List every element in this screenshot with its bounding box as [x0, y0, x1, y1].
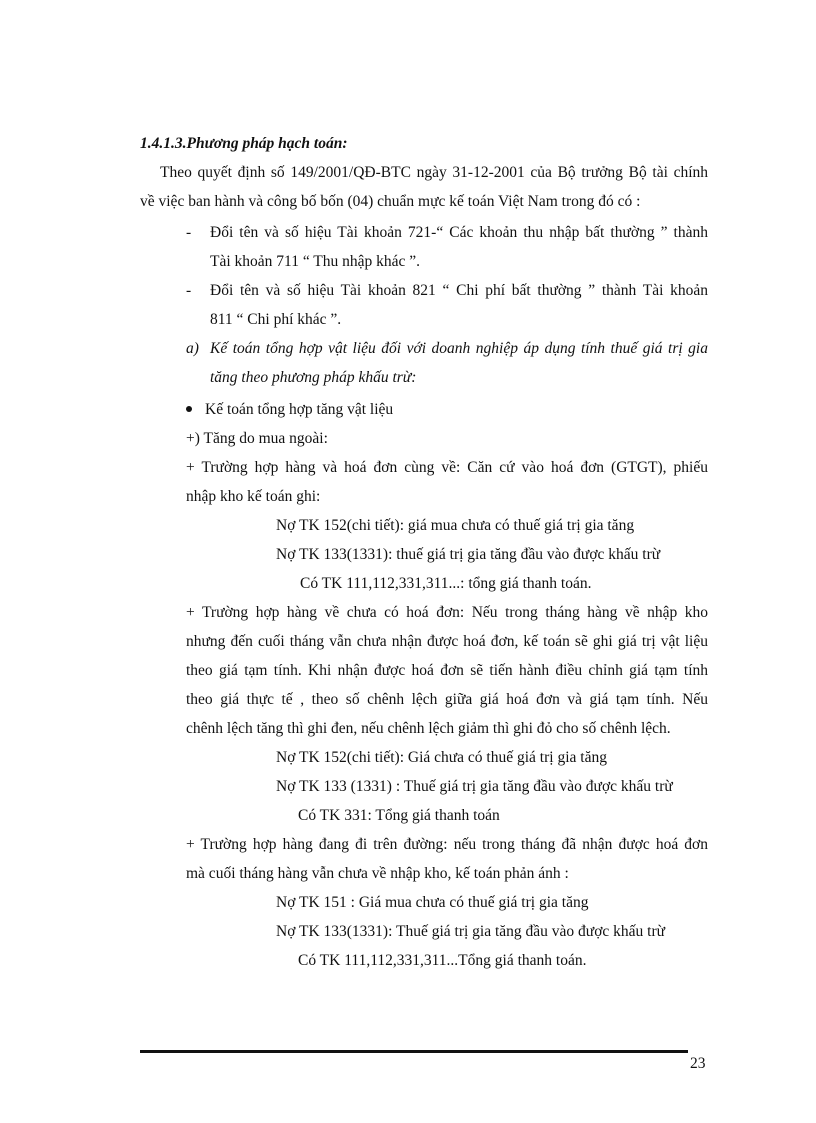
- case2-line-5: chênh lệch tăng thì ghi đen, nếu chênh lệch giảm thì ghi đỏ cho số chênh lệch.: [186, 720, 671, 737]
- case1-entry-1: Nợ TK 152(chi tiết): giá mua chưa có thuế giá trị gia tăng: [276, 517, 635, 534]
- case1-line-2: nhập kho kế toán ghi:: [186, 488, 321, 505]
- list-item-2-line-1: Đổi tên và số hiệu Tài khoản 821 “ Chi phí bất thường ” thành Tài khoản: [210, 282, 708, 299]
- case3-entry-1: Nợ TK 151 : Giá mua chưa có thuế giá trị gia tăng: [276, 894, 589, 911]
- page-number: 23: [690, 1055, 706, 1072]
- case2-line-1: + Trường hợp hàng về chưa có hoá đơn: Nếu trong tháng hàng về nhập kho: [186, 604, 708, 621]
- list-marker: -: [186, 282, 192, 299]
- intro-line-1: Theo quyết định số 149/2001/QĐ-BTC ngày 31-12-2001 của Bộ trưởng Bộ tài chính: [160, 164, 708, 181]
- purchase-heading: +) Tăng do mua ngoài:: [186, 430, 328, 447]
- case3-line-1: + Trường hợp hàng đang đi trên đường: nếu trong tháng đã nhận được hoá đơn: [186, 836, 708, 853]
- case2-entry-2: Nợ TK 133 (1331) : Thuế giá trị gia tăng đầu vào được khấu trừ: [276, 778, 673, 795]
- case2-entry-3: Có TK 331: Tổng giá thanh toán: [298, 807, 500, 824]
- section-a-line-1: Kế toán tổng hợp vật liệu đối với doanh nghiệp áp dụng tính thuế giá trị gia: [210, 340, 708, 357]
- case3-entry-2: Nợ TK 133(1331): Thuế giá trị gia tăng đầu vào được khấu trừ: [276, 923, 666, 940]
- case2-line-2: nhưng đến cuối tháng vẫn chưa nhận được hoá đơn, kế toán sẽ ghi giá trị vật liệu: [186, 633, 708, 650]
- section-heading: 1.4.1.3.Phương pháp hạch toán:: [140, 135, 348, 152]
- list-item-2-line-2: 811 “ Chi phí khác ”.: [210, 311, 342, 328]
- case1-entry-3: Có TK 111,112,331,311...: tổng giá thanh toán.: [300, 575, 592, 592]
- case2-line-3: theo giá tạm tính. Khi nhận được hoá đơn sẽ tiến hành điều chỉnh giá tạm tính: [186, 662, 708, 679]
- list-item-1-line-2: Tài khoản 711 “ Thu nhập khác ”.: [210, 253, 421, 270]
- footer-rule: [140, 1050, 688, 1053]
- bullet-text: Kế toán tổng hợp tăng vật liệu: [205, 401, 394, 418]
- list-item-1-line-1: Đổi tên và số hiệu Tài khoản 721-“ Các khoản thu nhập bất thường ” thành: [210, 224, 708, 241]
- list-marker: -: [186, 224, 192, 241]
- section-a-line-2: tăng theo phương pháp khấu trừ:: [210, 369, 417, 386]
- bullet-dot: [186, 406, 192, 412]
- section-a-marker: a): [186, 340, 199, 357]
- case1-entry-2: Nợ TK 133(1331): thuế giá trị gia tăng đầu vào được khấu trừ: [276, 546, 661, 563]
- case2-line-4: theo giá thực tế , theo số chênh lệch giữa giá hoá đơn và giá tạm tính. Nếu: [186, 691, 708, 708]
- case3-entry-3: Có TK 111,112,331,311...Tổng giá thanh toán.: [298, 952, 587, 969]
- intro-line-2: về việc ban hành và công bố bốn (04) chuẩn mực kế toán Việt Nam trong đó có :: [140, 193, 641, 210]
- case2-entry-1: Nợ TK 152(chi tiết): Giá chưa có thuế giá trị gia tăng: [276, 749, 607, 766]
- case1-line-1: + Trường hợp hàng và hoá đơn cùng về: Căn cứ vào hoá đơn (GTGT), phiếu: [186, 459, 708, 476]
- case3-line-2: mà cuối tháng hàng vẫn chưa về nhập kho, kế toán phản ánh :: [186, 865, 569, 882]
